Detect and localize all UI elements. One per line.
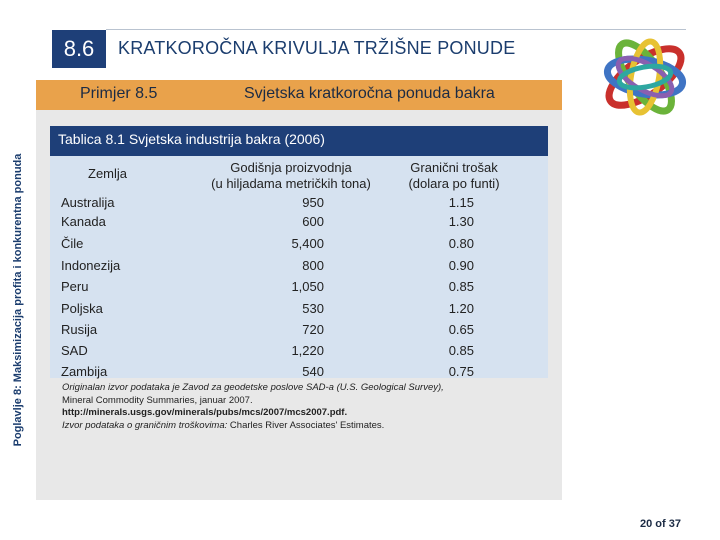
example-label: Primjer 8.5 — [80, 85, 158, 102]
header-production — [196, 160, 386, 192]
row-cost: 0.90 — [448, 258, 474, 273]
source-line4-rest: Charles River Associates' Estimates. — [227, 419, 385, 431]
page-number: 20 of 37 — [640, 518, 681, 530]
row-country: Čile — [61, 236, 84, 251]
slide-title: KRATKOROČNA KRIVULJA TRŽIŠNE PONUDE — [118, 38, 516, 58]
header-production-line2: (u hiljadama metričkih tona) — [211, 176, 371, 191]
row-production: 1,220 — [291, 343, 324, 358]
header-production-line1: Godišnja proizvodnja — [230, 160, 352, 175]
row-production: 600 — [302, 214, 324, 229]
source-url: http://minerals.usgs.gov/minerals/pubs/mcs/2007/mcs2007.pdf. — [62, 407, 348, 418]
row-production: 1,050 — [291, 279, 324, 294]
row-country: Poljska — [61, 301, 103, 316]
header-cost — [392, 160, 516, 192]
section-number: 8.6 — [52, 30, 106, 68]
header-cost-line2: (dolara po funti) — [408, 176, 500, 191]
chapter-side-label: Poglavlje 8: Maksimizacija profita i konkurentna ponuda — [12, 153, 24, 447]
row-country: Australija — [61, 195, 115, 210]
source-line1: Originalan izvor podataka je Zavod za geodetske poslove SAD-a (U.S. Geological Survey), — [62, 382, 444, 393]
interlocking-rings-logo — [585, 22, 705, 132]
row-cost: 0.85 — [448, 279, 474, 294]
row-cost: 1.20 — [448, 301, 474, 316]
row-cost: 0.65 — [448, 322, 474, 337]
table-title: Tablica 8.1 Svjetska industrija bakra (2006) — [58, 131, 325, 147]
row-production: 5,400 — [291, 236, 324, 251]
row-country: Peru — [61, 279, 89, 294]
row-cost: 0.80 — [448, 236, 474, 251]
row-production: 540 — [302, 364, 324, 379]
row-country: Zambija — [61, 364, 108, 379]
row-production: 720 — [302, 322, 324, 337]
row-country: Indonezija — [61, 258, 121, 273]
row-country: Kanada — [61, 214, 106, 229]
row-production: 800 — [302, 258, 324, 273]
source-line2: Mineral Commodity Summaries, januar 2007. — [62, 394, 253, 406]
row-cost: 0.85 — [448, 343, 474, 358]
chapter-side-label-container — [0, 0, 36, 500]
row-production: 530 — [302, 301, 324, 316]
row-country: Rusija — [61, 322, 98, 337]
row-country: SAD — [61, 343, 88, 358]
row-cost: 1.30 — [448, 214, 474, 229]
example-topic: Svjetska kratkoročna ponuda bakra — [244, 85, 495, 102]
source-note — [62, 382, 532, 432]
header-cost-line1: Granični trošak — [410, 160, 498, 175]
header-country: Zemlja — [88, 166, 128, 181]
source-line4-italic: Izvor podataka o graničnim troškovima: — [62, 419, 228, 431]
row-cost: 1.15 — [448, 195, 474, 210]
row-cost: 0.75 — [448, 364, 474, 379]
row-production: 950 — [302, 195, 324, 210]
source-line4 — [62, 420, 532, 433]
